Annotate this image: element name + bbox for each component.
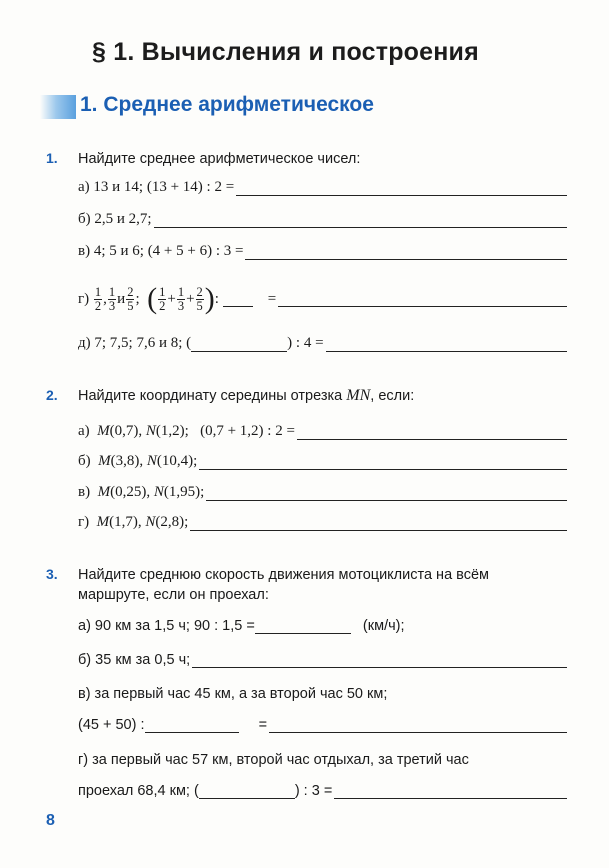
sum-fraction-1-3: $\frac{1}{3}$ (177, 284, 185, 313)
task-1d-row: г) $\frac{1}{2}$ , $\frac{1}{3}$ и $\frac{2}{5}$ ; ( $\frac{1}{2}$ + $\frac{1}{3}$ + $\frac{2}{5}$ ) : = (78, 282, 567, 316)
task-1-number: 1. (46, 150, 58, 166)
task-3-text-line-1: Найдите среднюю скорость движения мотоциклиста на всём (78, 567, 489, 583)
task-2-text: Найдите координату середины отрезка MN, если: (78, 387, 415, 404)
task-3c-text: в) за первый час 45 км, а за второй час 50 км; (78, 686, 388, 702)
task-1-text: Найдите среднее арифметическое чисел: (78, 151, 361, 167)
task-2a-answer-line[interactable] (297, 424, 567, 440)
task-2c-answer-line[interactable] (206, 485, 567, 501)
task-1a-row (78, 174, 567, 196)
task-2d-row (78, 509, 567, 531)
task-1c-row (78, 238, 567, 260)
task-2d-text: г) M(1,7), N(2,8); (78, 514, 189, 530)
task-3a-row (78, 612, 567, 634)
task-1c-text: в) 4; 5 и 6; (4 + 5 + 6) : 3 = (78, 243, 244, 259)
task-1d-divisor-blank[interactable] (223, 291, 253, 307)
task-1e-row (78, 330, 567, 352)
task-3a-unit: (км/ч); (362, 618, 405, 634)
task-3-text-line-2: маршруте, если он проехал: (78, 587, 269, 603)
sum-fraction-2-5: $\frac{2}{5}$ (196, 284, 203, 313)
task-3b-row (78, 646, 567, 668)
fraction-2-5: $\frac{2}{5}$ (127, 284, 134, 313)
task-1e-answer-line[interactable] (326, 336, 567, 352)
task-3d-sum-blank[interactable] (199, 783, 295, 799)
task-3c-calc-row (78, 711, 567, 733)
task-3d-row (78, 746, 567, 768)
open-paren: ( (147, 282, 158, 315)
task-2a-text: а) M(0,7), N(1,2); (0,7 + 1,2) : 2 = (78, 423, 295, 439)
task-1e-text-start: д) 7; 7,5; 7,6 и 8; ( (78, 335, 192, 351)
task-1a-answer-line[interactable] (236, 180, 567, 196)
task-2b-text: б) M(3,8), N(10,4); (78, 453, 198, 469)
task-3c-answer-line[interactable] (269, 717, 567, 733)
task-2b-answer-line[interactable] (199, 454, 567, 470)
task-3d-calc-row (78, 777, 567, 799)
task-2a-row (78, 418, 567, 440)
task-3a-answer-blank[interactable] (255, 618, 351, 634)
task-3d-answer-line[interactable] (334, 783, 567, 799)
subsection-title: 1. Среднее арифметическое (80, 93, 374, 116)
task-1b-row (78, 206, 567, 228)
task-3c-row (78, 680, 567, 702)
subsection-marker (40, 95, 76, 119)
task-1b-text: б) 2,5 и 2,7; (78, 211, 152, 227)
task-3d-calc-start: проехал 68,4 км; ( (78, 783, 199, 799)
task-1a-text: а) 13 и 14; (13 + 14) : 2 = (78, 179, 235, 195)
fraction-1-2: $\frac{1}{2}$ (94, 284, 102, 313)
task-3b-text: б) 35 км за 0,5 ч; (78, 652, 191, 668)
task-1d-answer-line[interactable] (278, 291, 567, 307)
page-number: 8 (46, 812, 55, 829)
task-3d-text: г) за первый час 57 км, второй час отдыхал, за третий час (78, 752, 469, 768)
task-3-number: 3. (46, 566, 58, 582)
task-3d-calc-end: ) : 3 = (294, 783, 333, 799)
task-3c-calc-text: (45 + 50) : (78, 717, 145, 733)
fraction-1-3: $\frac{1}{3}$ (108, 284, 116, 313)
task-1e-text-end: ) : 4 = (287, 335, 324, 351)
task-1b-answer-line[interactable] (154, 212, 567, 228)
sum-fraction-1-2: $\frac{1}{2}$ (159, 284, 166, 313)
section-title: § 1. Вычисления и построения (92, 38, 479, 66)
task-3c-divisor-blank[interactable] (145, 717, 239, 733)
task-3c-equals: = (258, 717, 268, 733)
task-2d-answer-line[interactable] (190, 515, 567, 531)
task-2c-row (78, 479, 567, 501)
task-3b-answer-line[interactable] (192, 652, 567, 668)
task-2-number: 2. (46, 387, 58, 403)
task-1d-label: г) (78, 290, 90, 307)
task-3a-text: а) 90 км за 1,5 ч; 90 : 1,5 = (78, 618, 255, 634)
task-2b-row (78, 448, 567, 470)
task-1c-answer-line[interactable] (245, 244, 567, 260)
close-paren: ) (204, 282, 215, 315)
task-1e-sum-blank[interactable] (191, 336, 287, 352)
task-2c-text: в) M(0,25), N(1,95); (78, 484, 205, 500)
